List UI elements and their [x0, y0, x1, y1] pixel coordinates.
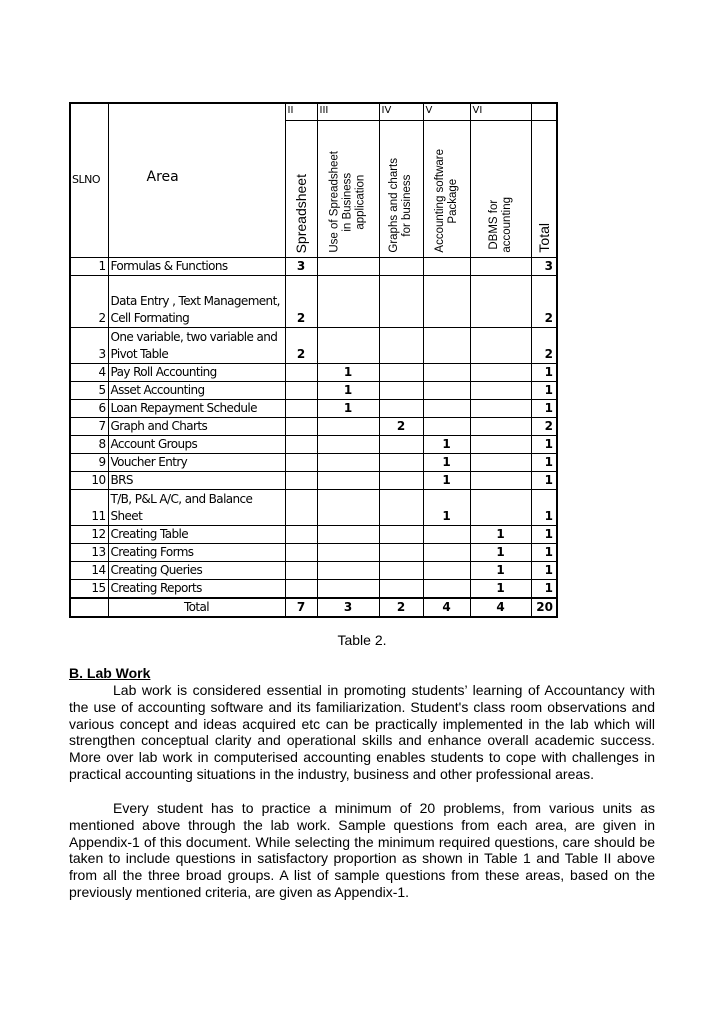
row-number: 3	[70, 328, 108, 364]
column-header	[470, 121, 531, 258]
table-row	[70, 418, 557, 436]
row-value: 1	[531, 364, 557, 382]
row-value	[285, 544, 317, 562]
table-row	[70, 544, 557, 562]
row-area: BRS	[108, 472, 285, 490]
table-row	[70, 258, 557, 276]
column-header-text: Graphs and charts for business	[388, 158, 413, 253]
row-value	[470, 400, 531, 418]
table-row	[70, 454, 557, 472]
row-value: 3	[285, 258, 317, 276]
row-area: Data Entry , Text Management, Cell Formating	[108, 276, 285, 328]
column-header-text: Accounting software Package	[433, 149, 459, 253]
column-header-text: Use of Spreadsheet in Business application	[328, 151, 367, 253]
column-header	[423, 121, 470, 258]
row-value: 3	[531, 258, 557, 276]
row-value	[470, 472, 531, 490]
row-value	[379, 544, 423, 562]
row-value	[379, 436, 423, 454]
row-value	[285, 382, 317, 400]
row-area: Asset Accounting	[108, 382, 285, 400]
row-value	[317, 454, 379, 472]
row-value: 2	[285, 328, 317, 364]
table-row	[70, 276, 557, 328]
table-row	[70, 436, 557, 454]
row-value	[470, 364, 531, 382]
row-value: 1	[531, 490, 557, 526]
table-row	[70, 490, 557, 526]
paragraph-text: Lab work is considered essential in promoting students’ learning of Accountancy with the use of accounting software and its familiarization. Student's class room observations and various concept and ideas acquired etc can be practically implemented in the lab which will strengthen conceptual clarity and operational skills and enhance overall academic success. More over lab work in computerised accounting enables students to cope with challenges in practical accounting situations in the industry, business and other professional areas.	[69, 682, 655, 782]
row-value: 1	[423, 472, 470, 490]
total-value: 2	[379, 598, 423, 617]
row-value: 1	[531, 562, 557, 580]
row-number: 10	[70, 472, 108, 490]
row-value	[470, 382, 531, 400]
row-value: 1	[423, 454, 470, 472]
row-value	[423, 544, 470, 562]
row-number: 14	[70, 562, 108, 580]
table-row	[70, 382, 557, 400]
row-value: 2	[531, 418, 557, 436]
table-row	[70, 472, 557, 490]
total-value: 4	[470, 598, 531, 617]
row-number: 8	[70, 436, 108, 454]
column-header	[285, 121, 317, 258]
row-number: 2	[70, 276, 108, 328]
row-value: 2	[531, 328, 557, 364]
row-area: Creating Reports	[108, 580, 285, 599]
row-value	[285, 454, 317, 472]
column-header	[379, 121, 423, 258]
total-spacer	[70, 598, 108, 617]
row-value	[317, 328, 379, 364]
row-value	[285, 418, 317, 436]
row-area: T/B, P&L A/C, and Balance Sheet	[108, 490, 285, 526]
row-value	[285, 526, 317, 544]
row-value: 1	[531, 472, 557, 490]
slno-header	[70, 103, 108, 258]
row-value	[317, 490, 379, 526]
row-value	[317, 544, 379, 562]
total-label: Total	[108, 598, 285, 617]
row-value	[285, 364, 317, 382]
row-value	[317, 580, 379, 599]
row-value	[423, 562, 470, 580]
roman-numeral: II	[285, 103, 317, 121]
row-value	[285, 562, 317, 580]
row-value	[470, 490, 531, 526]
row-value	[379, 364, 423, 382]
column-header-text: Total	[535, 223, 552, 253]
row-value: 1	[531, 436, 557, 454]
roman-numeral: VI	[470, 103, 531, 121]
row-area: One variable, two variable and Pivot Table	[108, 328, 285, 364]
row-area: Creating Table	[108, 526, 285, 544]
row-value	[379, 490, 423, 526]
roman-row	[70, 103, 557, 121]
row-number: 4	[70, 364, 108, 382]
paragraph-text: Every student has to practice a minimum of 20 problems, from various units as mentioned above through the lab work. Sample questions from each area, are given in Appendix-1 of this document. While selecting the minimum required questions, care should be taken to include questions in satisfactory proportion as shown in Table 1 and Table II above from all the three broad groups. A list of sample questions from these areas, based on the previously mentioned criteria, are given as Appendix-1.	[69, 800, 655, 900]
row-value	[470, 258, 531, 276]
column-header-text: DBMS for accounting	[487, 197, 513, 253]
row-value	[317, 258, 379, 276]
row-value	[423, 328, 470, 364]
row-area: Voucher Entry	[108, 454, 285, 472]
row-value	[285, 436, 317, 454]
row-value	[379, 382, 423, 400]
row-value: 2	[379, 418, 423, 436]
row-value	[379, 258, 423, 276]
column-header	[531, 121, 557, 258]
row-area: Creating Queries	[108, 562, 285, 580]
roman-numeral: V	[423, 103, 470, 121]
column-header	[317, 121, 379, 258]
row-area: Loan Repayment Schedule	[108, 400, 285, 418]
roman-numeral	[531, 103, 557, 121]
row-value	[423, 400, 470, 418]
row-value: 1	[317, 382, 379, 400]
row-value	[285, 472, 317, 490]
row-value	[317, 526, 379, 544]
table-row	[70, 328, 557, 364]
row-value	[379, 276, 423, 328]
row-number: 7	[70, 418, 108, 436]
row-value: 1	[531, 580, 557, 599]
row-value	[317, 436, 379, 454]
roman-numeral: III	[317, 103, 379, 121]
row-value: 1	[317, 400, 379, 418]
table-row	[70, 400, 557, 418]
row-value	[379, 580, 423, 599]
paragraph-lab-work	[69, 682, 655, 783]
row-value	[317, 276, 379, 328]
row-value	[423, 418, 470, 436]
row-value	[470, 418, 531, 436]
area-header	[108, 103, 285, 258]
row-value	[470, 328, 531, 364]
row-area: Graph and Charts	[108, 418, 285, 436]
row-area: Creating Forms	[108, 544, 285, 562]
row-value: 1	[423, 490, 470, 526]
row-value	[379, 328, 423, 364]
row-value	[317, 562, 379, 580]
row-number: 1	[70, 258, 108, 276]
row-value: 1	[531, 400, 557, 418]
row-number: 6	[70, 400, 108, 418]
slno-label: SLNO	[72, 173, 100, 186]
row-number: 13	[70, 544, 108, 562]
row-value	[285, 490, 317, 526]
area-label: Area	[146, 169, 179, 185]
row-value: 1	[470, 580, 531, 599]
row-area: Formulas & Functions	[108, 258, 285, 276]
table-caption: Table 2.	[337, 632, 387, 648]
row-value: 1	[470, 562, 531, 580]
row-value	[470, 436, 531, 454]
row-value: 1	[423, 436, 470, 454]
table-row	[70, 562, 557, 580]
row-value	[423, 526, 470, 544]
row-value	[285, 400, 317, 418]
row-value	[423, 580, 470, 599]
table-row	[70, 526, 557, 544]
row-value	[423, 258, 470, 276]
roman-numeral: IV	[379, 103, 423, 121]
row-number: 5	[70, 382, 108, 400]
row-value	[317, 418, 379, 436]
table-row	[70, 580, 557, 599]
row-value	[379, 472, 423, 490]
row-value: 1	[531, 454, 557, 472]
row-number: 9	[70, 454, 108, 472]
row-area: Pay Roll Accounting	[108, 364, 285, 382]
row-value: 1	[531, 544, 557, 562]
row-value	[423, 382, 470, 400]
row-value: 1	[470, 544, 531, 562]
row-value: 2	[285, 276, 317, 328]
row-value: 1	[531, 526, 557, 544]
weightage-table	[69, 102, 558, 618]
row-value	[423, 364, 470, 382]
row-value	[470, 454, 531, 472]
row-value: 1	[470, 526, 531, 544]
row-value	[379, 400, 423, 418]
row-number: 11	[70, 490, 108, 526]
row-value: 2	[531, 276, 557, 328]
row-number: 15	[70, 580, 108, 599]
paragraph-practice	[69, 800, 655, 901]
total-value: 4	[423, 598, 470, 617]
section-heading: B. Lab Work	[69, 665, 151, 681]
row-value	[285, 580, 317, 599]
row-value	[317, 472, 379, 490]
row-area: Account Groups	[108, 436, 285, 454]
row-value	[379, 454, 423, 472]
total-value: 3	[317, 598, 379, 617]
row-value: 1	[317, 364, 379, 382]
total-row	[70, 598, 557, 617]
total-value: 20	[531, 598, 557, 617]
row-value	[423, 276, 470, 328]
row-value	[470, 276, 531, 328]
table-row	[70, 364, 557, 382]
row-value	[379, 526, 423, 544]
row-value	[379, 562, 423, 580]
total-value: 7	[285, 598, 317, 617]
row-number: 12	[70, 526, 108, 544]
column-header-text: Spreadsheet	[293, 173, 309, 253]
row-value: 1	[531, 382, 557, 400]
